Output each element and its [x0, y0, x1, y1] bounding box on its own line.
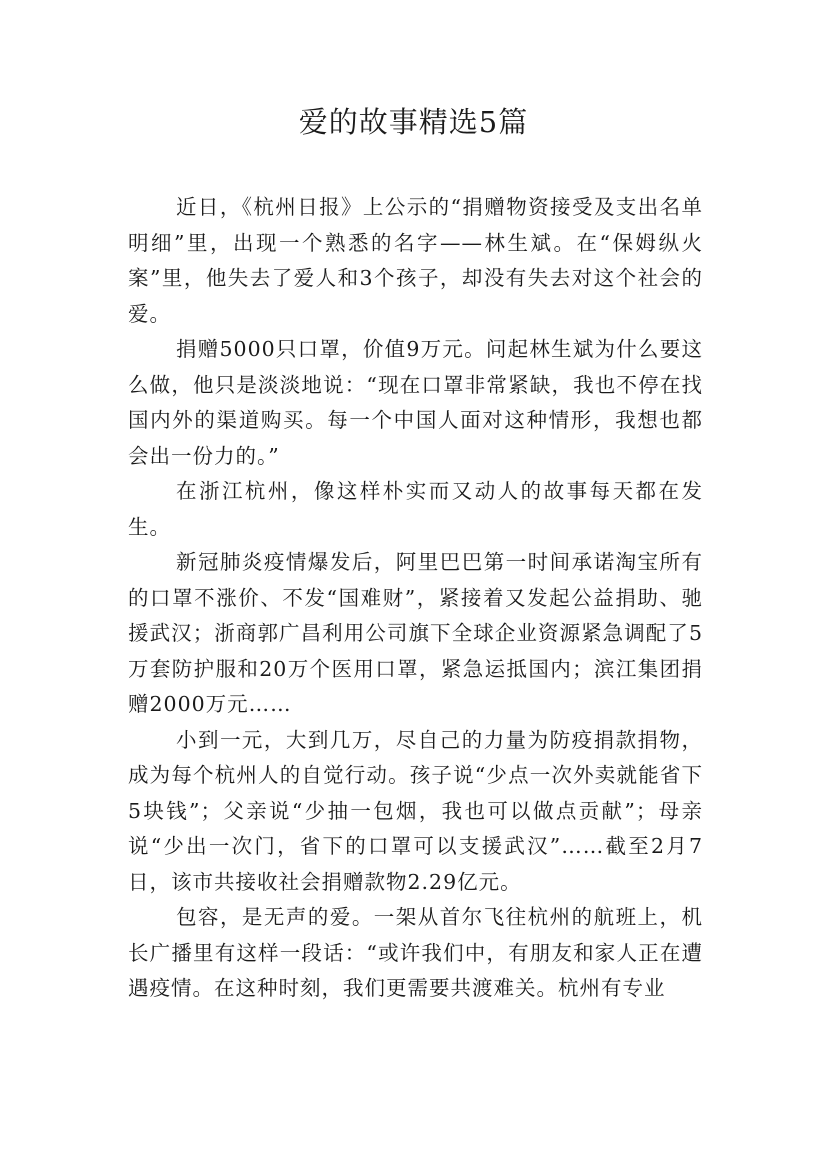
paragraph: 新冠肺炎疫情爆发后，阿里巴巴第一时间承诺淘宝所有的口罩不涨价、不发“国难财”，紧接着又发起公益捐助、驰援武汉；浙商郭广昌利用公司旗下全球企业资源紧急调配了5万套防护服和20万个医用口罩，紧急运抵国内；滨江集团捐赠2000万元……: [128, 550, 703, 716]
document-body: [128, 190, 703, 1007]
paragraph: 捐赠5000只口罩，价值9万元。问起林生斌为什么要这么做，他只是淡淡地说：“现在口罩非常紧缺，我也不停在找国内外的渠道购买。每一个中国人面对这种情形，我想也都会出一份力的。”: [128, 337, 703, 468]
paragraph: 小到一元，大到几万，尽自己的力量为防疫捐款捐物，成为每个杭州人的自觉行动。孩子说“少点一次外卖就能省下5块钱”；父亲说“少抽一包烟，我也可以做点贡献”；母亲说“少出一次门，省下的口罩可以支援武汉”……截至2月7日，该市共接收社会捐赠款物2.29亿元。: [128, 727, 703, 894]
document-title: 爱的故事精选5篇: [298, 105, 529, 139]
paragraph: 在浙江杭州，像这样朴实而又动人的故事每天都在发生。: [128, 479, 703, 539]
paragraph: 近日，《杭州日报》上公示的“捐赠物资接受及支出名单明细”里，出现一个熟悉的名字——林生斌。在“保姆纵火案”里，他失去了爱人和3个孩子，却没有失去对这个社会的爱。: [128, 195, 703, 326]
paragraph: 包容，是无声的爱。一架从首尔飞往杭州的航班上，机长广播里有这样一段话：“或许我们中，有朋友和家人正在遭遇疫情。在这种时刻，我们更需要共渡难关。杭州有专业: [128, 905, 703, 1000]
